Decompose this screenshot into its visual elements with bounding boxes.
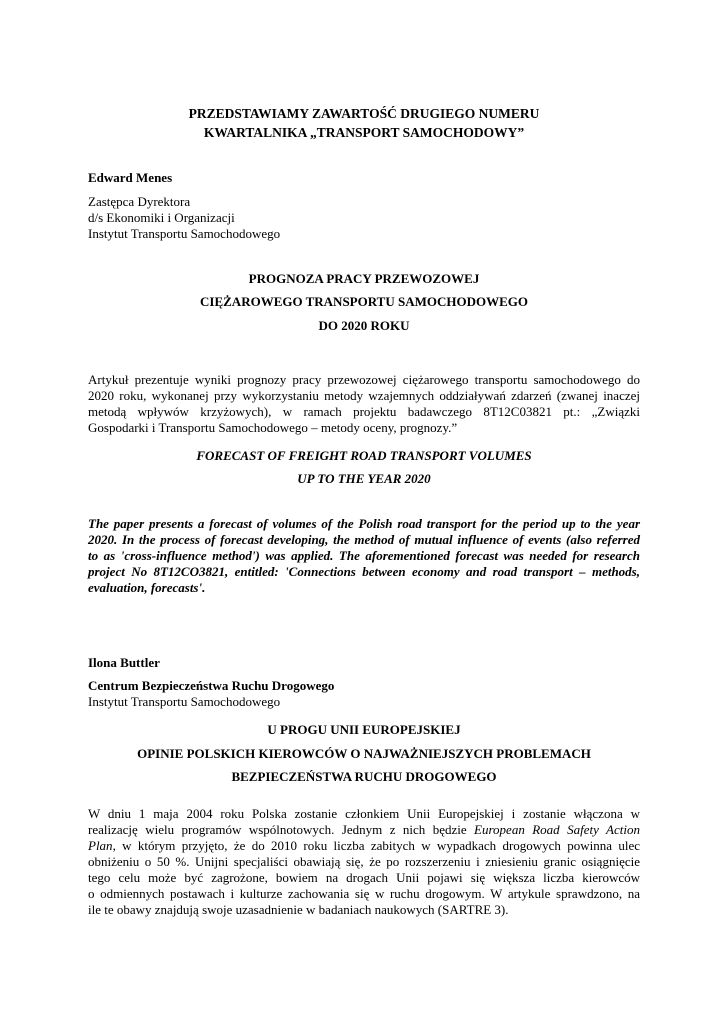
abstract-line: o odmiennych postawach i kulturze zachowania się w ruchu drogowym. W artykule sprawdzono, na: [88, 886, 640, 901]
abstract-line: ile te obawy znajdują swoje uzasadnienie w badaniach naukowych (SARTRE 3).: [88, 902, 509, 917]
affiliation-line: d/s Ekonomiki i Organizacji: [88, 210, 235, 225]
article1-title-en-line-1: FORECAST OF FREIGHT ROAD TRANSPORT VOLUMES: [196, 448, 532, 463]
article2-author: Ilona Buttler: [88, 655, 160, 670]
issue-heading-line-2: KWARTALNIKA „TRANSPORT SAMOCHODOWY”: [203, 125, 525, 140]
article2-title-line-3: BEZPIECZEŃSTWA RUCHU DROGOWEGO: [231, 769, 497, 784]
abstract-line: evaluation, forecasts'.: [88, 580, 206, 595]
abstract-line: to as 'cross-influence method') was applied. The aforementioned forecast was needed for research: [88, 548, 640, 563]
abstract-text: realizację wielu programów wspólnotowych. Jednym z nich będzie: [88, 822, 475, 837]
article1-title-en-line-2: UP TO THE YEAR 2020: [297, 471, 431, 486]
abstract-line: [88, 822, 640, 838]
abstract-line: project No 8T12CO3821, entitled: 'Connections between economy and road transport – methods,: [88, 564, 640, 579]
issue-heading: [88, 104, 640, 142]
article1-title-pl-line-2: CIĘŻAROWEGO TRANSPORTU SAMOCHODOWEGO: [200, 294, 528, 309]
abstract-line: tego celu może być zagrożone, bowiem na drogach Unii pojawi się większa liczba kierowców: [88, 870, 640, 885]
affiliation-line: Instytut Transportu Samochodowego: [88, 226, 281, 241]
abstract-line: obniżeniu o 50 %. Unijni specjaliści obawiają się, że po rozszerzeniu i zniesieniu granic osiągnięcie: [88, 854, 640, 869]
abstract-line: 2020 roku, wykonanej przy wykorzystaniu metody wzajemnych oddziaływań zdarzeń (zwanej inaczej: [88, 388, 640, 403]
abstract-line: 2020. In the process of forecast developing, the method of mutual influence of events (also referred: [88, 532, 640, 547]
article2-title-line-1: U PROGU UNII EUROPEJSKIEJ: [267, 722, 461, 737]
article1-author: Edward Menes: [88, 170, 173, 185]
abstract-text-italic: Plan: [88, 838, 113, 853]
abstract-line: W dniu 1 maja 2004 roku Polska zostanie członkiem Unii Europejskiej i zostanie włączona w: [88, 806, 640, 821]
affiliation-line-bold: Centrum Bezpieczeństwa Ruchu Drogowego: [88, 678, 335, 693]
abstract-line: Artykuł prezentuje wyniki prognozy pracy przewozowej ciężarowego transportu samochodowego do: [88, 372, 640, 387]
affiliation-line: Zastępca Dyrektora: [88, 194, 191, 209]
abstract-line: Gospodarki i Transportu Samochodowego – metody oceny, prognozy.”: [88, 420, 458, 435]
article1-title-pl-line-1: PROGNOZA PRACY PRZEWOZOWEJ: [248, 271, 480, 286]
abstract-line: [88, 838, 640, 854]
affiliation-line: Instytut Transportu Samochodowego: [88, 694, 281, 709]
article1-abstract-en: [88, 516, 640, 596]
abstract-text-italic: European Road Safety Action: [474, 822, 640, 837]
article2-title-line-2: OPINIE POLSKICH KIEROWCÓW O NAJWAŻNIEJSZYCH PROBLEMACH: [137, 746, 591, 761]
abstract-text: , w którym przyjęto, że do 2010 roku liczba zabitych w wypadkach drogowych powinna ulec: [112, 838, 640, 853]
article2-abstract: [88, 806, 640, 918]
issue-heading-line-1: PRZEDSTAWIAMY ZAWARTOŚĆ DRUGIEGO NUMERU: [188, 106, 540, 121]
abstract-line: metodą wpływów krzyżowych), w ramach projektu badawczego 8T12C03821 pt.: „Związki: [88, 404, 640, 419]
article1-title-pl-line-3: DO 2020 ROKU: [318, 318, 410, 333]
article2-affiliation: [88, 678, 334, 710]
article1-abstract-pl: [88, 372, 640, 436]
article1-affiliation: [88, 194, 280, 242]
abstract-line: The paper presents a forecast of volumes of the Polish road transport for the period up to the year: [88, 516, 640, 531]
